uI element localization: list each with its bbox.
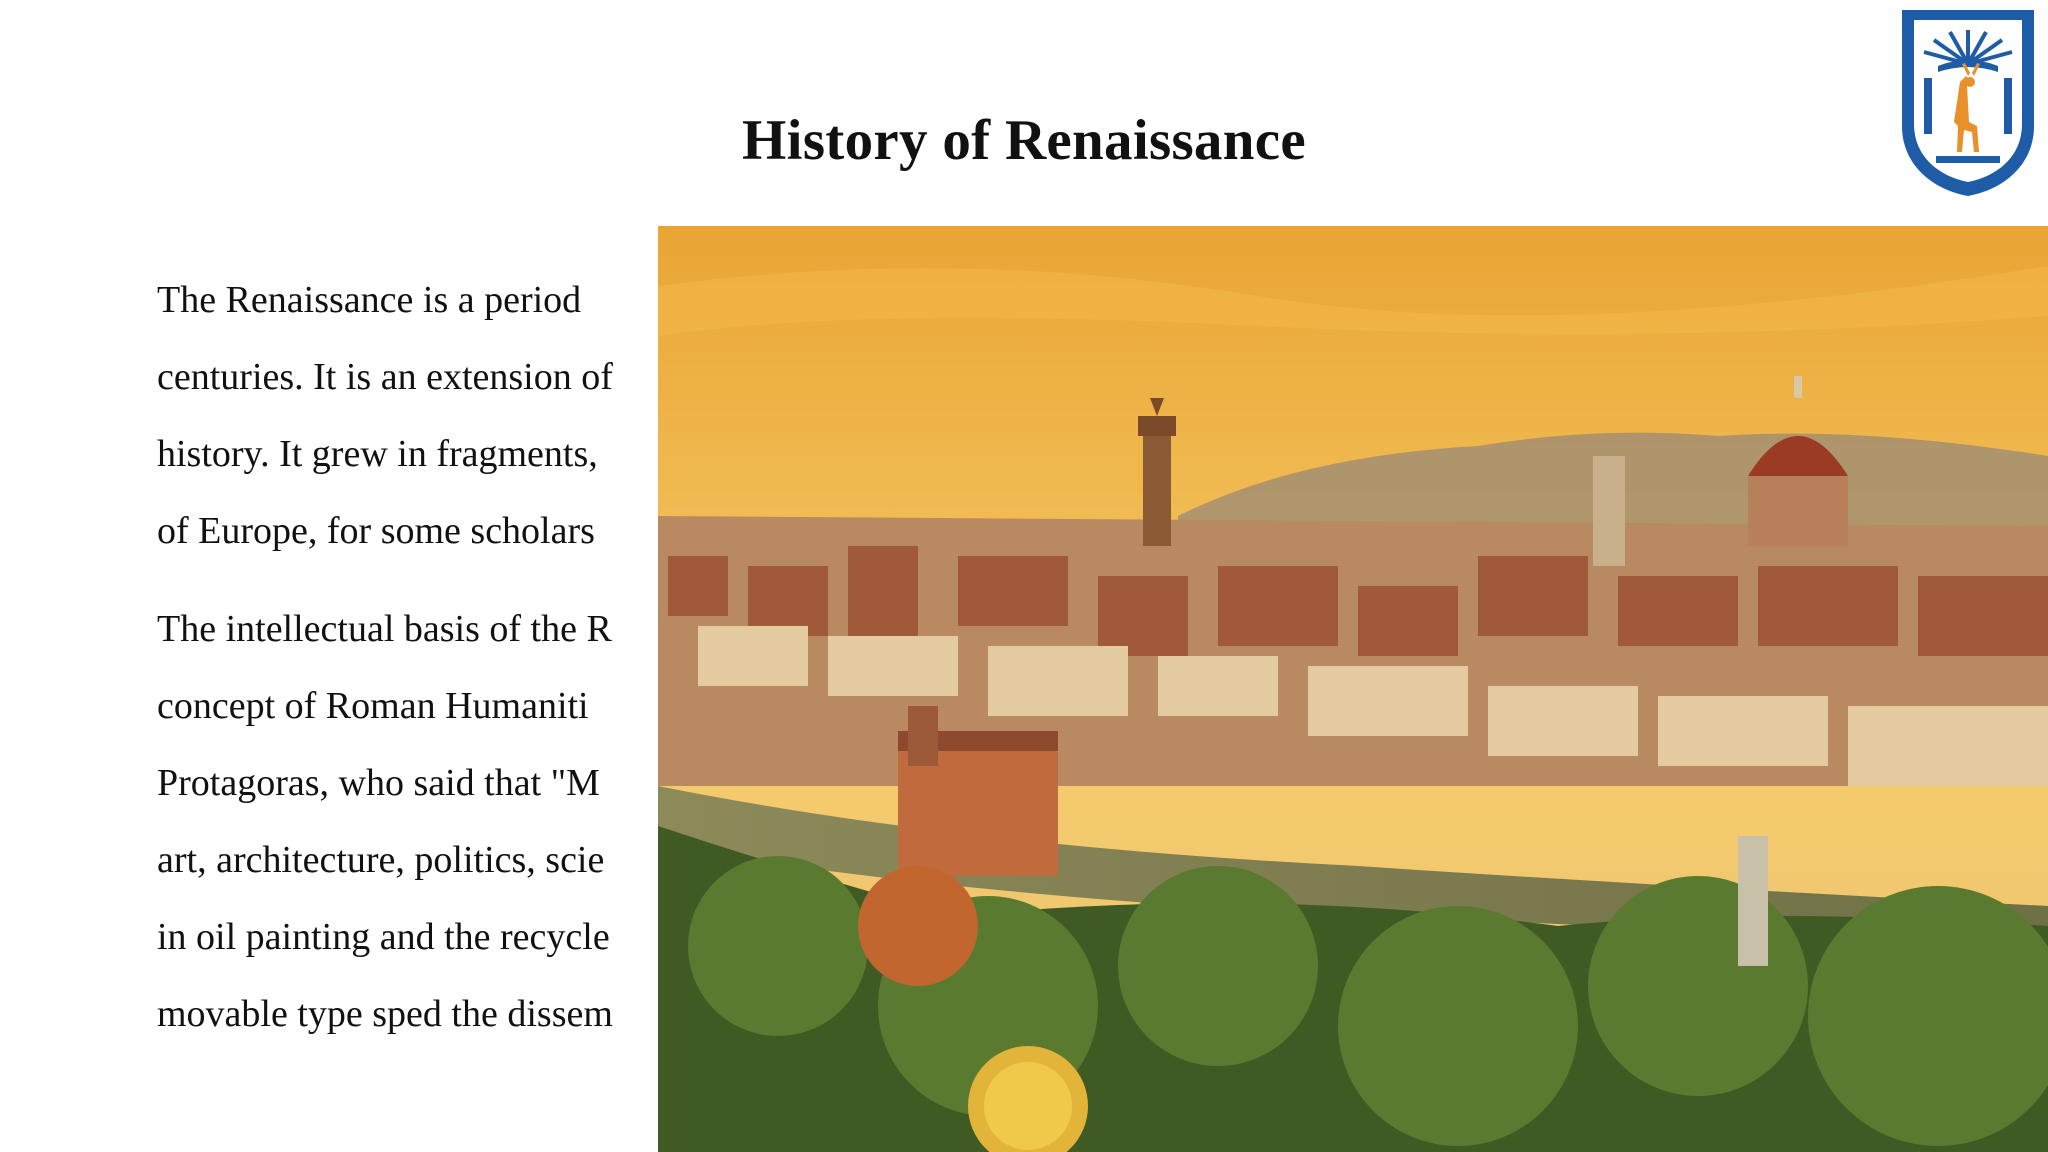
text-line: art, architecture, politics, scie: [157, 839, 605, 881]
text-line: The intellectual basis of the R: [157, 608, 612, 650]
text-line: of Europe, for some scholars: [157, 510, 595, 552]
text-line: movable type sped the dissem: [157, 993, 613, 1035]
text-line: in oil painting and the recycle: [157, 916, 610, 958]
text-line: history. It grew in fragments,: [157, 433, 598, 475]
text-line: The Renaissance is a period: [157, 279, 582, 321]
text-line: Protagoras, who said that "M: [157, 762, 600, 804]
page-title: History of Renaissance: [742, 109, 1306, 172]
university-crest-icon: [1898, 6, 2038, 198]
text-line: centuries. It is an extension of: [157, 356, 613, 398]
florence-cityscape-image: [658, 226, 2048, 1152]
text-line: concept of Roman Humaniti: [157, 685, 589, 727]
